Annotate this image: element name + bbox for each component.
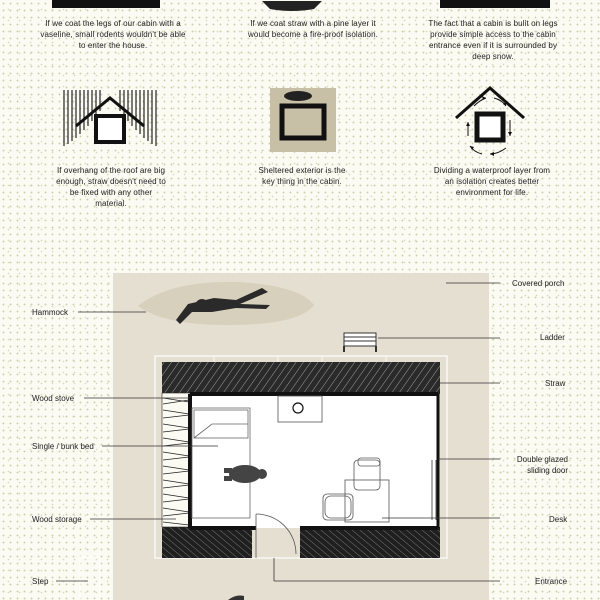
tip-fire-proof: If we coat straw with a pine layer it would become a fire-proof isolation. bbox=[248, 19, 378, 39]
tip-overhang: If overhang of the roof are big enough, straw doesn't need to be fixed with any other material. bbox=[56, 166, 166, 208]
label-entrance: Entrance bbox=[535, 577, 568, 586]
label-step: Step bbox=[32, 577, 49, 586]
tip-rodents: If we coat the legs of our cabin with a vaseline, small rodents wouldn't be able to enter the house. bbox=[40, 19, 186, 50]
label-hammock: Hammock bbox=[32, 308, 69, 317]
tip-snow-access: The fact that a cabin is bulit on legs provide simple access to the cabin entrance even if it is surrounded by deep snow. bbox=[428, 19, 558, 61]
label-desk: Desk bbox=[549, 515, 568, 524]
tip-sheltered: Sheltered exterior is the key thing in the cabin. bbox=[258, 166, 346, 186]
label-covered-porch: Covered porch bbox=[512, 279, 565, 288]
step-drawing bbox=[80, 557, 100, 600]
tip-waterproof: Dividing a waterproof layer from an isolation creates better environment for life. bbox=[433, 166, 551, 197]
straw-layer-bottom-left bbox=[162, 527, 252, 558]
label-ladder: Ladder bbox=[540, 333, 565, 342]
straw-layer-top bbox=[162, 362, 440, 394]
label-bed: Single / bunk bed bbox=[32, 442, 94, 451]
label-straw: Straw bbox=[545, 379, 566, 388]
wood-storage-drawing bbox=[162, 393, 190, 527]
label-wood-storage: Wood storage bbox=[32, 515, 82, 524]
label-sliding-door: Double glazed sliding door bbox=[516, 455, 568, 475]
wood-stove-drawing bbox=[278, 396, 322, 422]
label-wood-stove: Wood stove bbox=[32, 394, 75, 403]
straw-layer-bottom-right bbox=[300, 527, 440, 558]
